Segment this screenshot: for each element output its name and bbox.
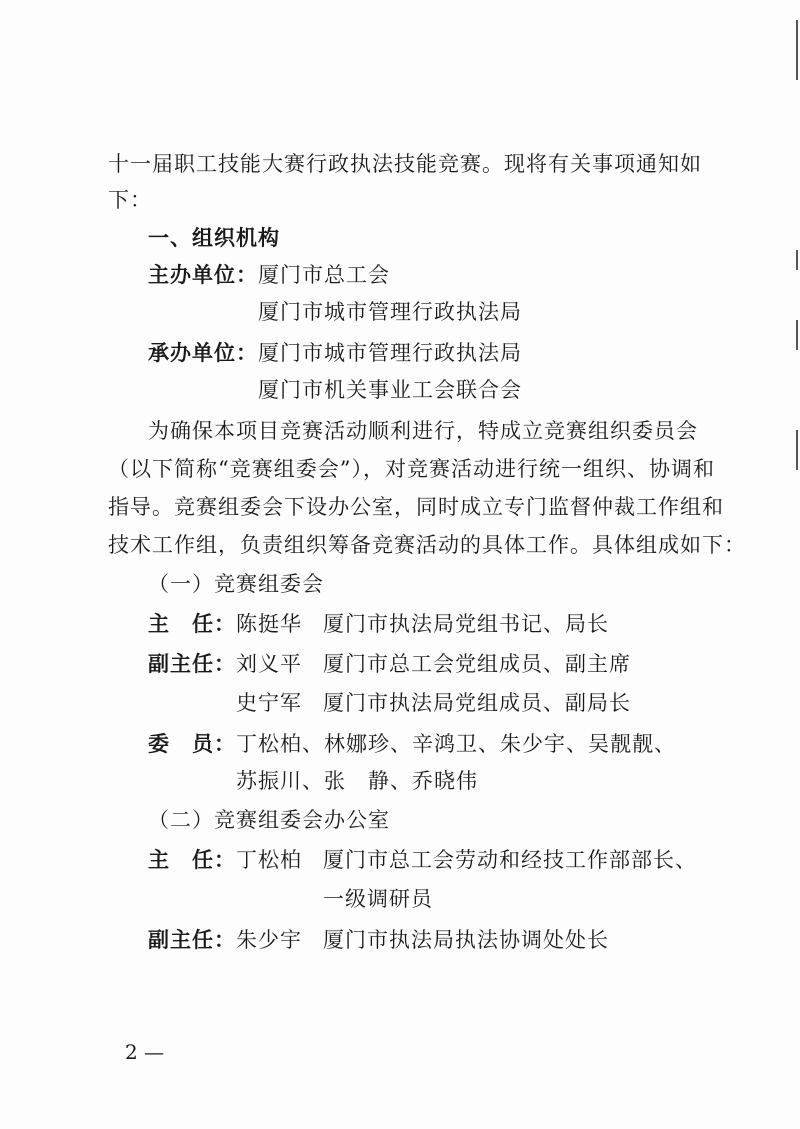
page-number: 2 — bbox=[125, 1040, 165, 1064]
paragraph-line-2: （以下简称“竞赛组委会”），对竞赛活动进行统一组织、协调和 bbox=[108, 457, 715, 481]
paragraph-line-1: 为确保本项目竞赛活动顺利进行，特成立竞赛组织委员会 bbox=[148, 419, 698, 443]
intro-line-1: 十一届职工技能大赛行政执法技能竞赛。现将有关事项通知如 bbox=[108, 152, 702, 176]
organizer-label: 承办单位： bbox=[148, 341, 258, 365]
office-deputy-label: 副主任： bbox=[148, 928, 236, 952]
committee-director-name: 陈挺华 bbox=[236, 612, 302, 636]
committee-heading: （一）竞赛组委会 bbox=[148, 572, 324, 596]
committee-director-label: 主 任： bbox=[148, 612, 236, 636]
host-org-1: 厦门市总工会 bbox=[258, 263, 390, 287]
committee-members-line-1: 丁松柏、林娜珍、辛鸿卫、朱少宇、吴靓靓、 bbox=[236, 732, 676, 756]
paragraph-line-4: 技术工作组，负责组织筹备竞赛活动的具体工作。具体组成如下： bbox=[108, 533, 746, 557]
office-deputy-title: 厦门市执法局执法协调处处长 bbox=[323, 928, 609, 952]
organizer-org-1: 厦门市城市管理行政执法局 bbox=[258, 341, 522, 365]
office-director-name: 丁松柏 bbox=[236, 848, 302, 872]
committee-deputy2-title: 厦门市执法局党组成员、副局长 bbox=[323, 691, 631, 715]
scan-edge-mark bbox=[796, 320, 798, 350]
host-org-2: 厦门市城市管理行政执法局 bbox=[258, 300, 522, 324]
committee-members-line-2: 苏振川、张 静、乔晓伟 bbox=[236, 769, 478, 793]
host-label: 主办单位： bbox=[148, 263, 258, 287]
scan-edge-mark bbox=[796, 250, 798, 270]
committee-deputy1-name: 刘义平 bbox=[236, 652, 302, 676]
committee-deputy1-title: 厦门市总工会党组成员、副主席 bbox=[323, 652, 631, 676]
office-director-title-2: 一级调研员 bbox=[323, 887, 433, 911]
paragraph-line-3: 指导。竞赛组委会下设办公室，同时成立专门监督仲裁工作组和 bbox=[108, 495, 724, 519]
scan-edge-mark bbox=[796, 20, 798, 80]
office-director-label: 主 任： bbox=[148, 848, 236, 872]
committee-deputy-label: 副主任： bbox=[148, 652, 236, 676]
section-heading: 一、组织机构 bbox=[148, 226, 280, 250]
organizer-org-2: 厦门市机关事业工会联合会 bbox=[258, 378, 522, 402]
committee-deputy2-name: 史宁军 bbox=[236, 691, 302, 715]
committee-members-label: 委 员： bbox=[148, 732, 236, 756]
office-director-title-1: 厦门市总工会劳动和经技工作部部长、 bbox=[323, 848, 697, 872]
office-heading: （二）竞赛组委会办公室 bbox=[148, 808, 390, 832]
committee-director-title: 厦门市执法局党组书记、局长 bbox=[323, 612, 609, 636]
scan-edge-mark bbox=[796, 430, 798, 470]
office-deputy-name: 朱少宇 bbox=[236, 928, 302, 952]
intro-line-2: 下： bbox=[108, 188, 152, 212]
